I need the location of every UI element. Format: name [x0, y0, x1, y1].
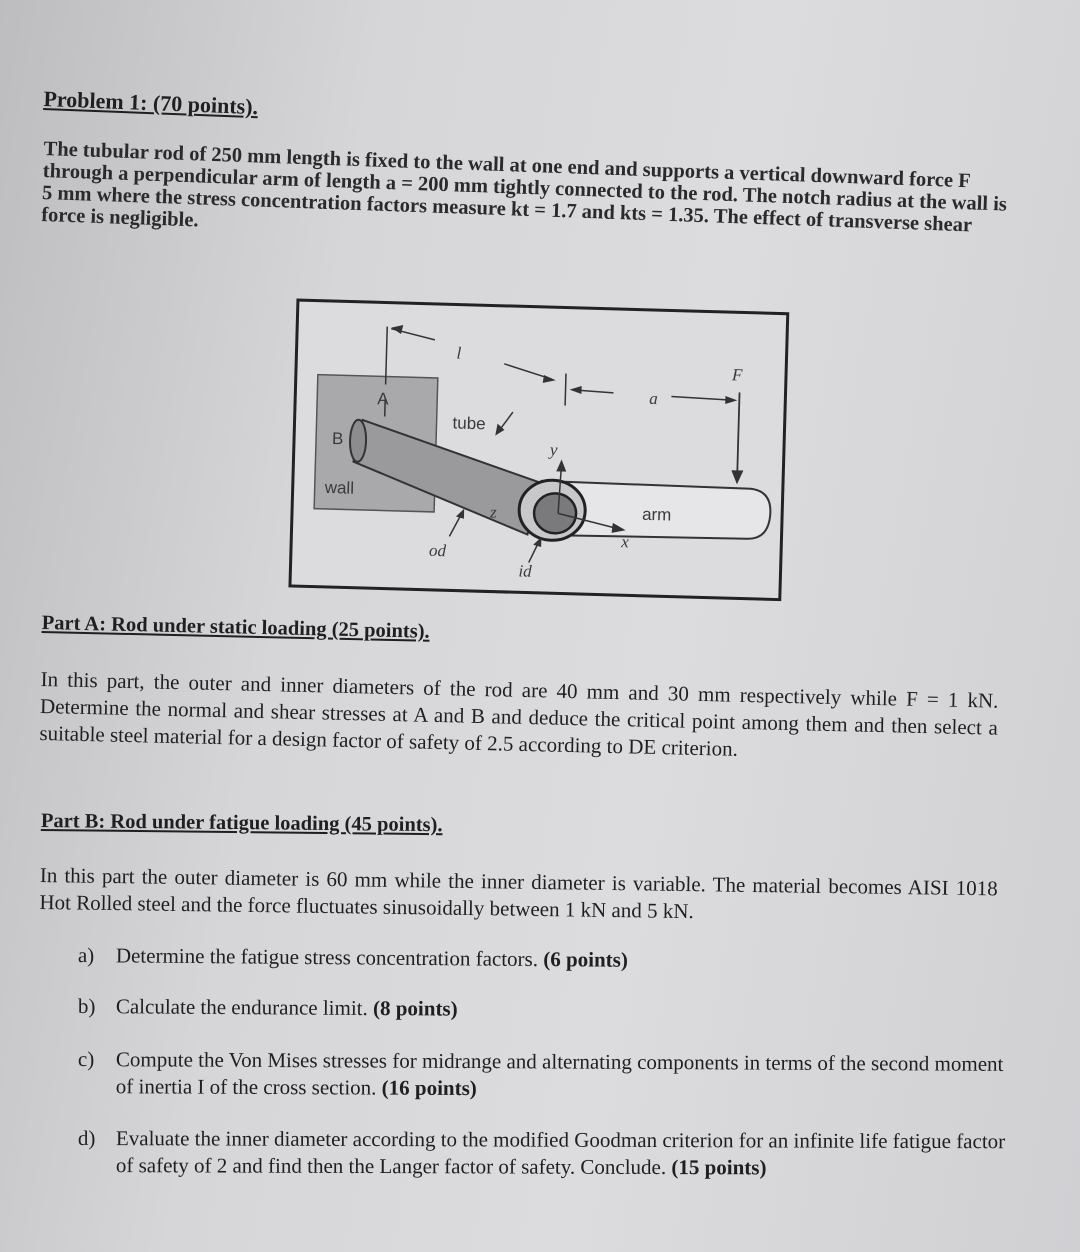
label-A: A	[376, 389, 389, 409]
tube-arm-figure	[288, 298, 790, 604]
item-b-points: (8 points)	[372, 996, 458, 1021]
item-d-letter: d)	[77, 1126, 96, 1151]
label-arm: arm	[641, 504, 672, 525]
item-a-text: Determine the fatigue stress concentration factors.	[115, 943, 539, 972]
part-a-heading: Part A: Rod under static loading (25 points).	[41, 612, 430, 643]
part-b-item-c	[78, 1046, 1008, 1105]
item-a-points: (6 points)	[543, 947, 629, 972]
item-c-letter: c)	[77, 1047, 95, 1072]
tube-end	[349, 420, 366, 462]
item-d-points: (15 points)	[671, 1155, 767, 1180]
item-c-points: (16 points)	[381, 1075, 477, 1101]
part-b-item-d	[78, 1125, 1012, 1182]
label-B: B	[331, 429, 344, 449]
label-y: y	[549, 440, 558, 460]
problem-title: Problem 1: (70 points).	[43, 86, 259, 120]
label-x: x	[621, 532, 630, 552]
label-id: id	[518, 561, 532, 581]
item-d-text: Evaluate the inner diameter according to the modified Goodman criterion for an infinite life fatigue factor of safety of 2 and find then the Langer factor of safety. Conclude.	[115, 1126, 1006, 1180]
part-b-heading: Part B: Rod under fatigue loading (45 points).	[40, 810, 443, 837]
label-a: a	[649, 388, 659, 409]
item-c-text: Compute the Von Mises stresses for midrange and alternating components in terms of the second moment of inertia I of the cross section.	[115, 1047, 1004, 1100]
label-tube: tube	[452, 413, 486, 434]
part-b-item-a	[78, 942, 998, 977]
part-b-item-b	[78, 993, 998, 1026]
label-wall: wall	[324, 477, 355, 498]
item-b-text: Calculate the endurance limit.	[115, 994, 368, 1021]
dim-a-ext-left	[565, 374, 566, 406]
label-F: F	[731, 365, 743, 385]
tube-inner-section	[534, 493, 577, 534]
part-a-text: In this part, the outer and inner diameters of the rod are 40 mm and 30 mm respectively while F = 1 kN. Determine the normal and shear stresses at A and B and deduce the critical point among them and then select a suitable steel material for a design factor of safety of 2.5 according to DE criterion.	[39, 666, 999, 761]
part-b-text: In this part the outer diameter is 60 mm while the inner diameter is variable. The material becomes AISI 1018 Hot Rolled steel and the force fluctuates sinusoidally between 1 kN and 5 kN.	[39, 862, 998, 924]
problem-intro: The tubular rod of 250 mm length is fixed to the wall at one end and supports a vertical downward force F through a perpendicular arm of length a = 200 mm tightly connected to the rod. The notch radius at the wall is 5 mm where the stress concentration factors measure kt = 1.7 and kts = 1.35. The effect of transverse shear force is negligible.	[40, 138, 1008, 237]
label-l: l	[456, 343, 462, 363]
item-b-letter: b)	[77, 994, 96, 1019]
item-a-letter: a)	[77, 942, 95, 968]
figure-diagram	[288, 298, 790, 604]
label-od: od	[428, 540, 447, 561]
label-z: z	[489, 502, 497, 522]
